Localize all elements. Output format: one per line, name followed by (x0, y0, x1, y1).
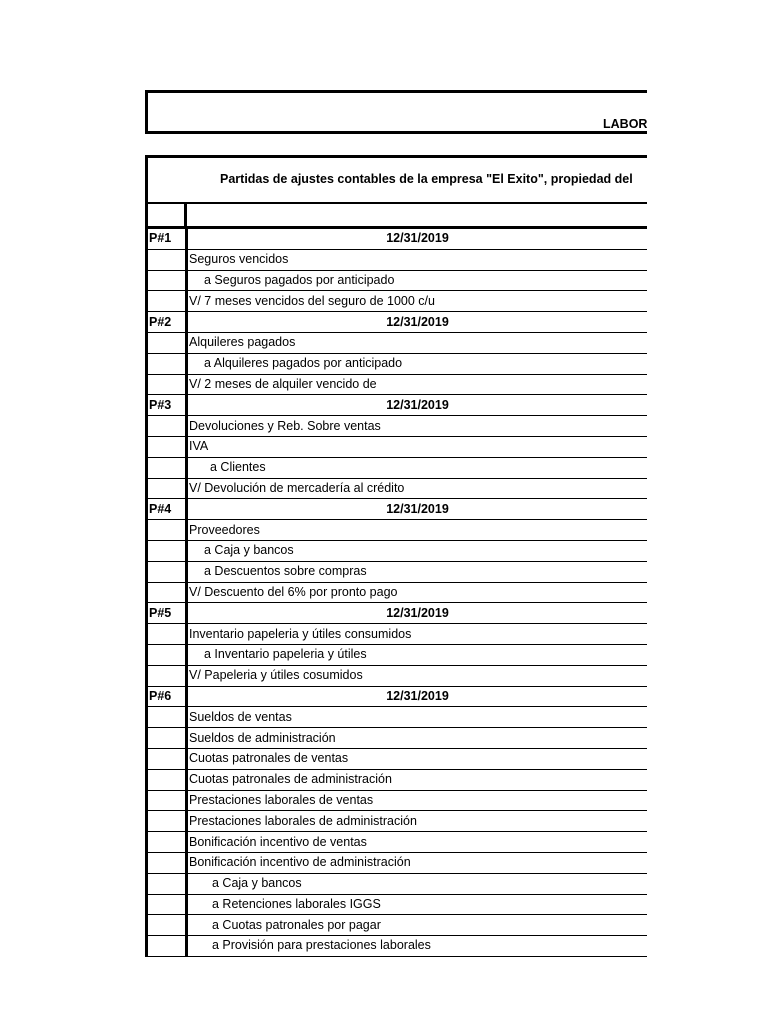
table-row (148, 291, 647, 312)
account-description-cell[interactable]: Sueldos de ventas (187, 707, 648, 728)
table-row (148, 478, 647, 499)
account-description-cell[interactable]: a Descuentos sobre compras (187, 561, 648, 582)
account-description-cell[interactable]: Prestaciones laborales de administración (187, 811, 648, 832)
table-row (148, 249, 647, 270)
account-description-cell[interactable]: a Seguros pagados por anticipado (187, 270, 648, 291)
sheet-title: LABOR (603, 117, 648, 131)
account-description-cell[interactable]: Sueldos de administración (187, 728, 648, 749)
entry-number-cell[interactable]: P#1 (148, 229, 187, 249)
entry-number-cell[interactable] (148, 436, 187, 457)
account-description-cell[interactable]: Cuotas patronales de administración (187, 769, 648, 790)
entry-number-cell[interactable] (148, 270, 187, 291)
table-row (148, 748, 647, 769)
table-row (148, 894, 647, 915)
account-description-cell[interactable]: Cuotas patronales de ventas (187, 748, 648, 769)
entry-number-cell[interactable] (148, 665, 187, 686)
table-row (148, 624, 647, 645)
account-description-cell[interactable]: IVA (187, 436, 648, 457)
entry-number-cell[interactable] (148, 478, 187, 499)
title-box (145, 90, 647, 134)
entry-number-cell[interactable] (148, 915, 187, 936)
table-row (148, 499, 647, 520)
table-row (148, 728, 647, 749)
table-row (148, 561, 647, 582)
entry-number-cell[interactable]: P#2 (148, 312, 187, 333)
table-caption (148, 158, 647, 204)
entry-number-cell[interactable] (148, 582, 187, 603)
table-row (148, 811, 647, 832)
account-description-cell[interactable]: Inventario papeleria y útiles consumidos (187, 624, 648, 645)
entry-number-cell[interactable] (148, 374, 187, 395)
account-description-cell[interactable]: a Caja y bancos (187, 540, 648, 561)
table-row (148, 374, 647, 395)
header-row (148, 204, 647, 229)
entry-number-cell[interactable] (148, 457, 187, 478)
account-description-cell[interactable]: a Retenciones laborales IGGS (187, 894, 648, 915)
account-description-cell[interactable]: a Clientes (187, 457, 648, 478)
entry-number-cell[interactable] (148, 873, 187, 894)
table-row (148, 790, 647, 811)
entry-number-cell[interactable] (148, 291, 187, 312)
table-row (148, 769, 647, 790)
entry-number-cell[interactable] (148, 249, 187, 270)
entry-number-cell[interactable] (148, 644, 187, 665)
table-row (148, 686, 647, 707)
entry-number-cell[interactable] (148, 852, 187, 873)
table-row (148, 540, 647, 561)
entry-date-cell[interactable]: 12/31/2019 (187, 395, 648, 416)
table-row (148, 395, 647, 416)
entry-date-cell[interactable]: 12/31/2019 (187, 499, 648, 520)
table-row (148, 270, 647, 291)
table-row (148, 353, 647, 374)
entry-number-cell[interactable] (148, 748, 187, 769)
entry-number-cell[interactable] (148, 540, 187, 561)
account-description-cell[interactable]: Prestaciones laborales de ventas (187, 790, 648, 811)
table-row (148, 665, 647, 686)
entry-number-cell[interactable] (148, 769, 187, 790)
table-row (148, 582, 647, 603)
header-cell-number (148, 204, 187, 226)
caption-text: Partidas de ajustes contables de la empresa "El Exito", propiedad del (220, 172, 633, 186)
entry-number-cell[interactable] (148, 832, 187, 853)
table-row (148, 332, 647, 353)
entry-number-cell[interactable] (148, 811, 187, 832)
account-description-cell[interactable]: a Caja y bancos (187, 873, 648, 894)
entries-table-box (145, 155, 647, 957)
journal-entries-table (148, 229, 647, 957)
entry-date-cell[interactable]: 12/31/2019 (187, 686, 648, 707)
account-description-cell[interactable]: Proveedores (187, 520, 648, 541)
entry-number-cell[interactable]: P#3 (148, 395, 187, 416)
entry-number-cell[interactable]: P#6 (148, 686, 187, 707)
account-description-cell[interactable]: a Cuotas patronales por pagar (187, 915, 648, 936)
entry-number-cell[interactable] (148, 707, 187, 728)
header-cell-description (187, 204, 647, 226)
table-row (148, 915, 647, 936)
account-description-cell[interactable]: Devoluciones y Reb. Sobre ventas (187, 416, 648, 437)
table-row (148, 416, 647, 437)
account-description-cell[interactable]: Seguros vencidos (187, 249, 648, 270)
table-row (148, 520, 647, 541)
account-description-cell[interactable]: Bonificación incentivo de administración (187, 852, 648, 873)
entry-date-cell[interactable]: 12/31/2019 (187, 229, 648, 249)
entry-number-cell[interactable] (148, 520, 187, 541)
account-description-cell[interactable]: V/ Papeleria y útiles cosumidos (187, 665, 648, 686)
table-row (148, 436, 647, 457)
entry-date-cell[interactable]: 12/31/2019 (187, 603, 648, 624)
account-description-cell[interactable]: Bonificación incentivo de ventas (187, 832, 648, 853)
table-row (148, 707, 647, 728)
entry-number-cell[interactable]: P#5 (148, 603, 187, 624)
entry-number-cell[interactable] (148, 936, 187, 957)
entry-number-cell[interactable] (148, 561, 187, 582)
entry-number-cell[interactable] (148, 894, 187, 915)
account-description-cell[interactable]: V/ Devolución de mercadería al crédito (187, 478, 648, 499)
account-description-cell[interactable]: a Provisión para prestaciones laborales (187, 936, 648, 957)
entry-number-cell[interactable] (148, 332, 187, 353)
account-description-cell[interactable]: V/ 2 meses de alquiler vencido de (187, 374, 648, 395)
account-description-cell[interactable]: V/ 7 meses vencidos del seguro de 1000 c/u (187, 291, 648, 312)
table-row (148, 873, 647, 894)
table-row (148, 457, 647, 478)
table-row (148, 312, 647, 333)
table-row (148, 644, 647, 665)
table-row (148, 852, 647, 873)
entry-number-cell[interactable] (148, 353, 187, 374)
account-description-cell[interactable]: Alquileres pagados (187, 332, 648, 353)
entry-date-cell[interactable]: 12/31/2019 (187, 312, 648, 333)
entry-number-cell[interactable]: P#4 (148, 499, 187, 520)
table-row (148, 603, 647, 624)
table-row (148, 832, 647, 853)
entry-number-cell[interactable] (148, 624, 187, 645)
account-description-cell[interactable]: V/ Descuento del 6% por pronto pago (187, 582, 648, 603)
entry-number-cell[interactable] (148, 416, 187, 437)
account-description-cell[interactable]: a Inventario papeleria y útiles (187, 644, 648, 665)
account-description-cell[interactable]: a Alquileres pagados por anticipado (187, 353, 648, 374)
entry-number-cell[interactable] (148, 728, 187, 749)
entry-number-cell[interactable] (148, 790, 187, 811)
table-row (148, 936, 647, 957)
table-row (148, 229, 647, 249)
